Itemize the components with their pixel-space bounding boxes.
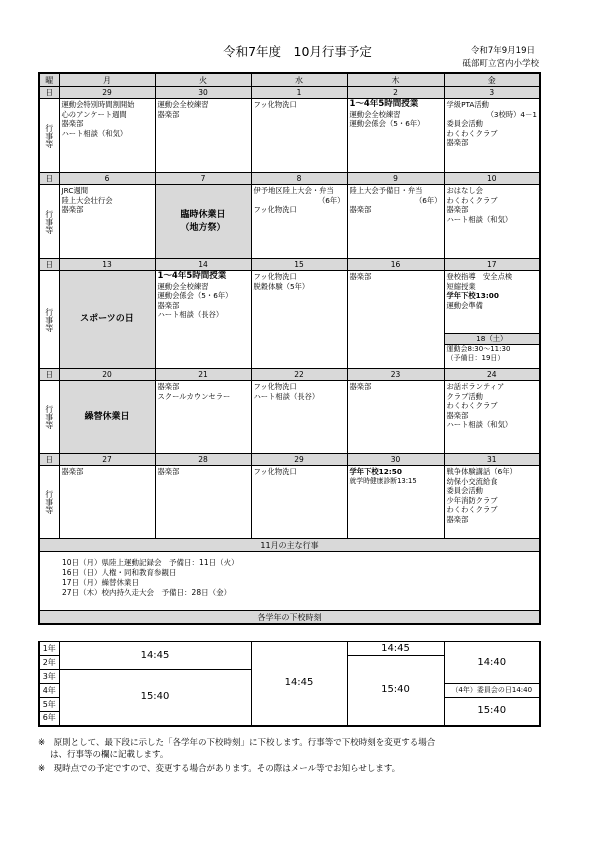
event-cell: 陸上大会予備日・弁当 （6年） 器楽部 (347, 185, 444, 259)
event-cell: 学級PTA活動 （3校時）4－1 委員会活動 わくわくクラブ 器楽部 (444, 99, 540, 173)
holiday-cell: 臨時休業日 （地方祭） (155, 185, 251, 259)
page-title: 令和7年度 10月行事予定 (223, 44, 372, 59)
date-cell: 29 (59, 87, 155, 99)
event-cell: 伊予地区陸上大会・弁当 （6年） フッ化物洗口 (251, 185, 347, 259)
grade-label: 1年 (39, 642, 59, 656)
events-label: 行事等 (39, 99, 59, 173)
event-cell: フッ化物洗口 ハート相談（長谷） (251, 381, 347, 454)
day-label: 日 (39, 369, 59, 381)
date-cell: 24 (444, 369, 540, 381)
event-cell: JRC週間 陸上大会壮行会 器楽部 (59, 185, 155, 259)
november-heading: 11月の主な行事 (39, 539, 540, 552)
date-cell: 2 (347, 87, 444, 99)
day-label: 日 (39, 87, 59, 99)
event-cell: 戦争体験講話（6年） 幼保小交流給食 委員会活動 少年消防クラブ わくわくクラブ 器楽部 (444, 466, 540, 539)
time-cell: 14:45 (347, 642, 444, 656)
date-cell: 7 (155, 173, 251, 185)
school-name: 砥部町立宮内小学校 (462, 59, 539, 69)
time-cell: 15:40 (59, 670, 251, 726)
weekday-tue: 火 (155, 73, 251, 87)
november-header-row (39, 539, 540, 552)
issue-date: 令和7年9月19日 (470, 46, 535, 56)
date-cell: 29 (251, 454, 347, 466)
event-cell: 器楽部 (347, 381, 444, 454)
events-label: 行事等 (39, 271, 59, 369)
date-cell: 14 (155, 259, 251, 271)
event-cell: お話ボランティア クラブ活動 わくわくクラブ 器楽部 ハート相談（和気） (444, 381, 540, 454)
event-cell: おはなし会 わくわくクラブ 器楽部 ハート相談（和気） (444, 185, 540, 259)
day-label: 日 (39, 259, 59, 271)
holiday-cell: 繰替休業日 (59, 381, 155, 454)
november-events: 10日（月）県陸上運動記録会 予備日：11日（火） 16日（日）人権・同和教育参観日 17日（月）繰替休業日 27日（木）校内持久走大会 予備日：28日（金） (39, 552, 540, 611)
note-1: ※ 原則として、最下段に示した「各学年の下校時刻」に下校します。行事等で下校時刻を変更する場合 は、行事等の欄に記載します。 (38, 738, 436, 760)
date-cell: 20 (59, 369, 155, 381)
date-cell: 8 (251, 173, 347, 185)
date-cell: 17 (444, 259, 540, 271)
time-cell: 14:45 (251, 642, 347, 726)
dismissal-header-row (39, 611, 540, 625)
event-cell: 器楽部 (347, 271, 444, 369)
events-row-week2 (39, 185, 540, 259)
date-cell: 1 (251, 87, 347, 99)
date-cell: 3 (444, 87, 540, 99)
day-label: 日 (39, 454, 59, 466)
event-cell: 器楽部 (59, 466, 155, 539)
weekday-header-row (39, 73, 540, 87)
date-cell: 30 (155, 87, 251, 99)
saturday-date: 18（土） (445, 333, 540, 344)
day-label: 日 (39, 173, 59, 185)
event-cell: 1～4年5時間授業 運動会全校練習 運動会係会（5・6年） 器楽部 ハート相談（長谷） (155, 271, 251, 369)
grade-label: 6年 (39, 712, 59, 726)
weekday-fri: 金 (444, 73, 540, 87)
event-cell: 学年下校12:50 就学時健康診断13:15 (347, 466, 444, 539)
date-cell: 16 (347, 259, 444, 271)
november-events-row (39, 552, 540, 611)
date-cell: 30 (347, 454, 444, 466)
events-label: 行事等 (39, 381, 59, 454)
time-cell: 14:40 (444, 642, 540, 684)
event-cell: フッ化物洗口 (251, 99, 347, 173)
date-row-week2 (39, 173, 540, 185)
weekday-label: 曜 (39, 73, 59, 87)
events-label: 行事等 (39, 466, 59, 539)
events-row-week1 (39, 99, 540, 173)
date-row-week1 (39, 87, 540, 99)
events-row-week5 (39, 466, 540, 539)
time-cell: 14:45 (59, 642, 251, 670)
date-cell: 6 (59, 173, 155, 185)
date-cell: 21 (155, 369, 251, 381)
event-cell: 器楽部 スクールカウンセラー (155, 381, 251, 454)
date-cell: 28 (155, 454, 251, 466)
date-cell: 9 (347, 173, 444, 185)
dismissal-table (38, 641, 541, 727)
events-row-week4 (39, 381, 540, 454)
event-cell: 登校指導 安全点検 短縮授業 学年下校13:00 運動会準備 18（土） 運動会8:30～11:30 （予備日：19日） (444, 271, 540, 369)
holiday-cell: スポーツの日 (59, 271, 155, 369)
date-cell: 13 (59, 259, 155, 271)
committee-day-note: （4年）委員会の日14:40 (444, 684, 540, 698)
date-row-week4 (39, 369, 540, 381)
weekday-thu: 木 (347, 73, 444, 87)
grade-label: 5年 (39, 698, 59, 712)
weekday-wed: 水 (251, 73, 347, 87)
event-cell: フッ化物洗口 脱穀体験（5年） (251, 271, 347, 369)
note-2: ※ 現時点での予定ですので、変更する場合があります。その際はメール等でお知らせします。 (38, 764, 401, 774)
date-cell: 10 (444, 173, 540, 185)
events-label: 行事等 (39, 185, 59, 259)
event-cell: 運動会特別時間割開始 心のアンケート週間 器楽部 ハート相談（和気） (59, 99, 155, 173)
date-row-week3 (39, 259, 540, 271)
date-cell: 27 (59, 454, 155, 466)
schedule-table (38, 72, 541, 625)
time-cell: 15:40 (444, 698, 540, 726)
date-cell: 15 (251, 259, 347, 271)
grade-label: 2年 (39, 656, 59, 670)
time-cell: 15:40 (347, 656, 444, 726)
events-row-week3 (39, 271, 540, 369)
grade-label: 3年 (39, 670, 59, 684)
date-row-week5 (39, 454, 540, 466)
event-cell: フッ化物洗口 (251, 466, 347, 539)
grade-label: 4年 (39, 684, 59, 698)
event-cell: 運動会全校練習 器楽部 (155, 99, 251, 173)
date-cell: 23 (347, 369, 444, 381)
date-cell: 22 (251, 369, 347, 381)
dismissal-heading: 各学年の下校時刻 (39, 611, 540, 625)
weekday-mon: 月 (59, 73, 155, 87)
event-cell: 器楽部 (155, 466, 251, 539)
event-cell: 1～4年5時間授業 運動会全校練習 運動会係会（5・6年） (347, 99, 444, 173)
date-cell: 31 (444, 454, 540, 466)
